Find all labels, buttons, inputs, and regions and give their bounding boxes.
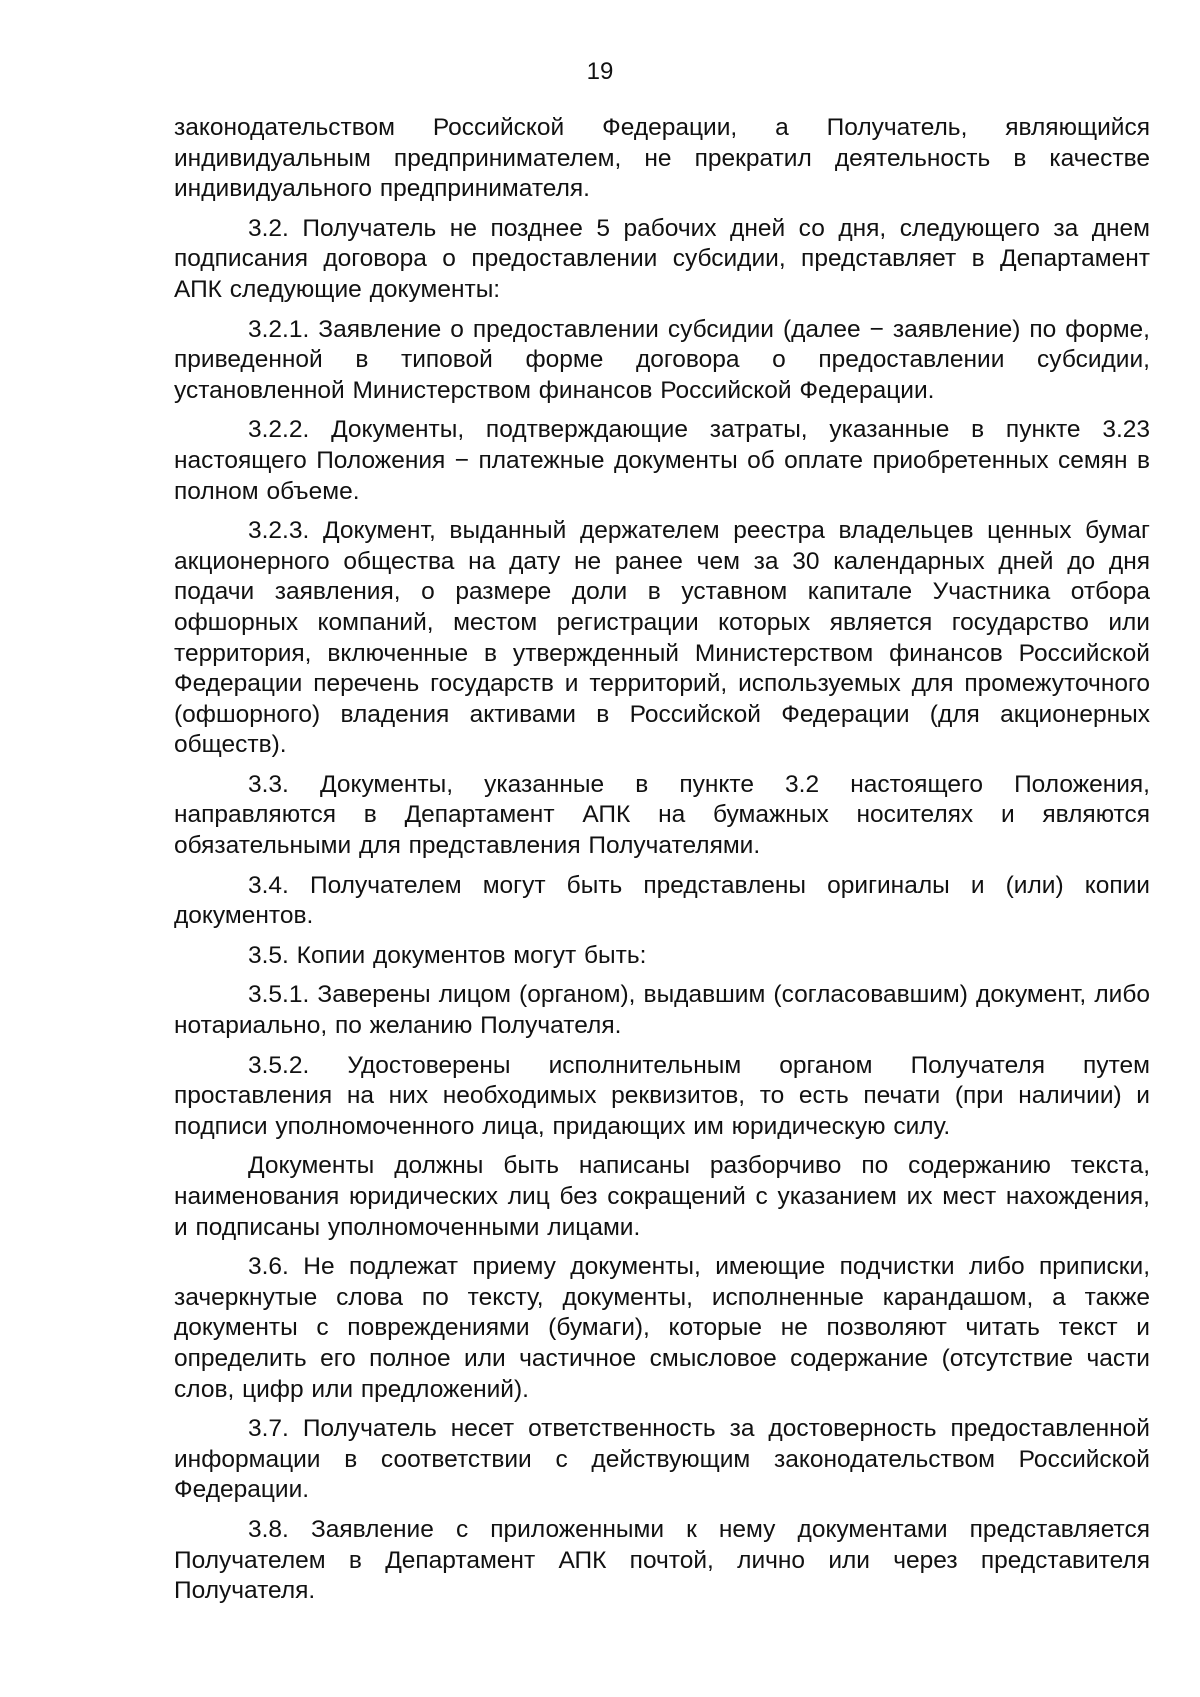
paragraph-3-3: 3.3. Документы, указанные в пункте 3.2 настоящего Положения, направляются в Департамент АПК на бумажных носителях и являются обязательными для представления Получателями.	[174, 770, 1150, 860]
paragraph-3-2-2: 3.2.2. Документы, подтверждающие затраты, указанные в пункте 3.23 настоящего Положения − платежные документы об оплате приобретенных семян в полном объеме.	[174, 416, 1150, 505]
paragraph-3-4: 3.4. Получателем могут быть представлены оригиналы и (или) копии документов.	[174, 871, 1150, 930]
document-body	[174, 113, 1150, 1616]
paragraph-3-6: 3.6. Не подлежат приему документы, имеющие подчистки либо приписки, зачеркнутые слова по тексту, документы, исполненные карандашом, а также документы с повреждениями (бумаги), которые не позволяют читать текст и определить его полное или частичное смысловое содержание (отсутствие части слов, цифр или предложений).	[174, 1253, 1150, 1403]
paragraph-continuation: законодательством Российской Федерации, а Получатель, являющийся индивидуальным предпринимателем, не прекратил деятельность в качестве индивидуального предпринимателя.	[174, 114, 1150, 203]
page-number: 19	[586, 58, 614, 85]
paragraph-3-7: 3.7. Получатель несет ответственность за достоверность предоставленной информации в соответствии с действующим законодательством Российской Федерации.	[174, 1415, 1150, 1504]
paragraph-3-2-3: 3.2.3. Документ, выданный держателем реестра владельцев ценных бумаг акционерного общества на дату не ранее чем за 30 календарных дней до дня подачи заявления, о размере доли в уставном капитале Участника отбора офшорных компаний, местом регистрации которых является государство или территория, включенные в утвержденный Министерством финансов Российской Федерации перечень государств и территорий, используемых для промежуточного (офшорного) владения активами в Российской Федерации (для акционерных обществ).	[174, 517, 1150, 759]
paragraph-documents-requirements: Документы должны быть написаны разборчиво по содержанию текста, наименования юридических лиц без сокращений с указанием их мест нахождения, и подписаны уполномоченными лицами.	[174, 1152, 1150, 1241]
paragraph-3-8: 3.8. Заявление с приложенными к нему документами представляется Получателем в Департамент АПК почтой, лично или через представителя Получателя.	[174, 1515, 1150, 1605]
paragraph-3-2-1: 3.2.1. Заявление о предоставлении субсидии (далее − заявление) по форме, приведенной в типовой форме договора о предоставлении субсидии, установленной Министерством финансов Российской Федерации.	[174, 315, 1150, 404]
paragraph-3-5: 3.5. Копии документов могут быть:	[248, 941, 647, 969]
paragraph-3-5-1: 3.5.1. Заверены лицом (органом), выдавшим (согласовавшим) документ, либо нотариально, по желанию Получателя.	[174, 981, 1150, 1040]
paragraph-3-2: 3.2. Получатель не позднее 5 рабочих дней со дня, следующего за днем подписания договора о предоставлении субсидии, представляет в Департамент АПК следующие документы:	[174, 214, 1150, 303]
paragraph-3-5-2: 3.5.2. Удостоверены исполнительным органом Получателя путем проставления на них необходимых реквизитов, то есть печати (при наличии) и подписи уполномоченного лица, придающих им юридическую силу.	[174, 1051, 1150, 1140]
